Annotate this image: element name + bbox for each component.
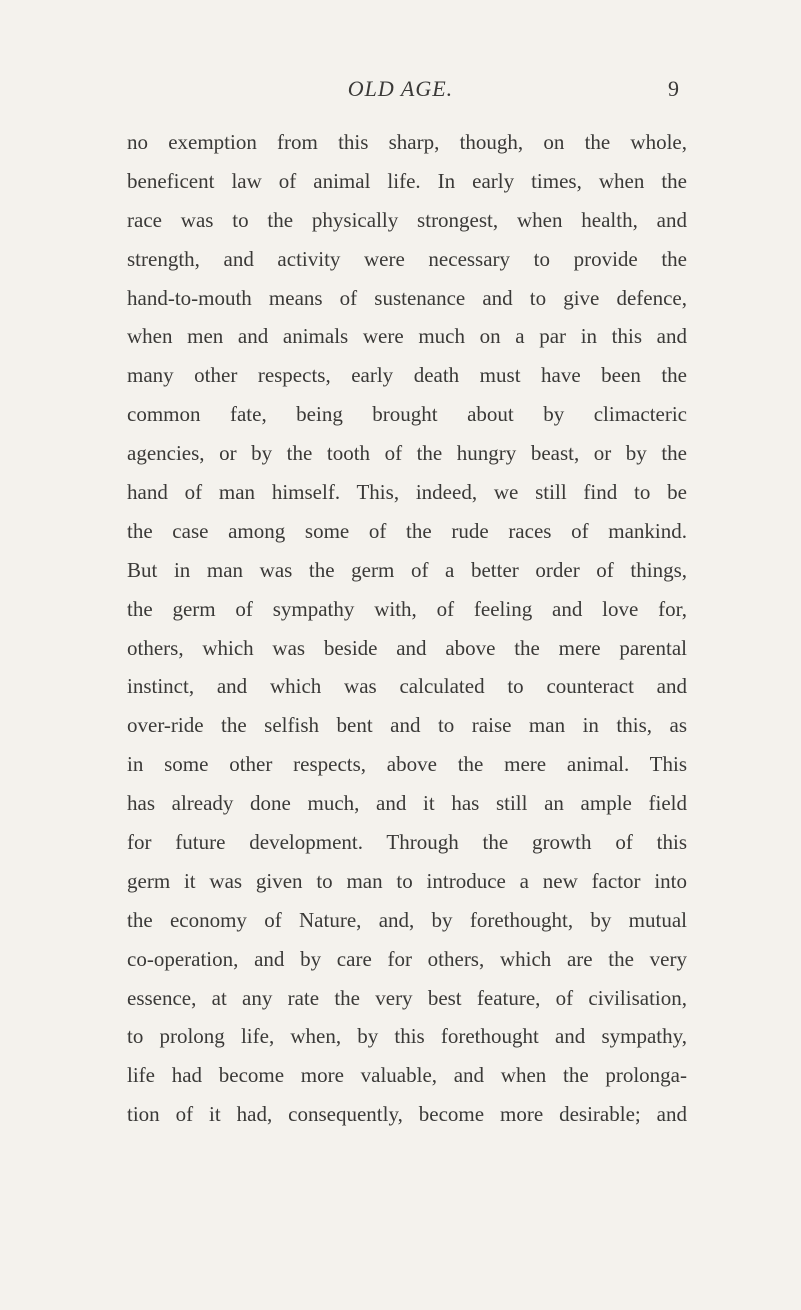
text-line: But in man was the germ of a better order of things, — [127, 557, 687, 582]
text-line: essence, at any rate the very best feature, of civilisation, — [127, 985, 687, 1010]
text-line: instinct, and which was calculated to counteract and — [127, 674, 687, 699]
text-line: in some other respects, above the mere animal. This — [127, 752, 687, 777]
text-line: many other respects, early death must have been the — [127, 363, 687, 388]
text-line: hand of man himself. This, indeed, we still find to be — [127, 480, 687, 505]
text-line: when men and animals were much on a par in this and — [127, 324, 687, 349]
text-line: co-operation, and by care for others, which are the very — [127, 946, 687, 971]
text-line: strength, and activity were necessary to provide the — [127, 246, 687, 271]
text-line: tion of it had, consequently, become more desirable; and — [127, 1102, 687, 1127]
text-line: beneficent law of animal life. In early times, when the — [127, 168, 687, 193]
text-line: germ it was given to man to introduce a new factor into — [127, 868, 687, 893]
text-line: others, which was beside and above the mere parental — [127, 635, 687, 660]
text-line: common fate, being brought about by climacteric — [127, 402, 687, 427]
text-line: over-ride the selfish bent and to raise man in this, as — [127, 713, 687, 738]
text-line: the germ of sympathy with, of feeling and love for, — [127, 596, 687, 621]
page-number: 9 — [668, 76, 679, 101]
text-line: for future development. Through the growth of this — [127, 830, 687, 855]
text-line: hand-to-mouth means of sustenance and to give defence, — [127, 285, 687, 310]
text-line: to prolong life, when, by this forethought and sympathy, — [127, 1024, 687, 1049]
text-line: has already done much, and it has still an ample field — [127, 791, 687, 816]
running-title: OLD AGE. — [347, 76, 454, 101]
text-line: agencies, or by the tooth of the hungry beast, or by the — [127, 441, 687, 466]
text-line: the case among some of the rude races of mankind. — [127, 518, 687, 543]
text-line: race was to the physically strongest, when health, and — [127, 207, 687, 232]
text-line: no exemption from this sharp, though, on the whole, — [127, 130, 687, 154]
text-line: life had become more valuable, and when the prolonga- — [127, 1063, 687, 1088]
body-text — [127, 123, 687, 1134]
text-line: the economy of Nature, and, by forethought, by mutual — [127, 907, 687, 932]
